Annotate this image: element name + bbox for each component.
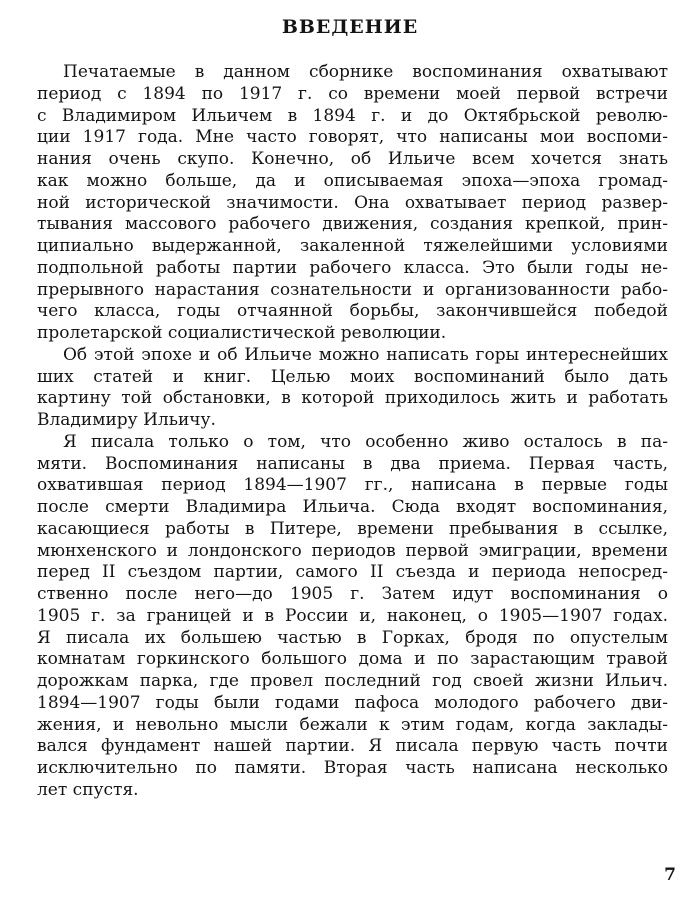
text-line: ших статей и книг. Целью моих воспоминаний было дать <box>37 366 668 387</box>
text-line: с Владимиром Ильичем в 1894 г. и до Октябрьской револю- <box>37 105 668 126</box>
text-line: чего класса, годы отчаянной борьбы, закончившейся победой <box>37 301 668 322</box>
text-line: жения, и невольно мысли бежали к этим годам, когда заклады- <box>37 714 668 735</box>
text-line: Печатаемые в данном сборнике воспоминания охватывают <box>63 62 668 82</box>
text-line: ципиально выдержанной, закаленной тяжелейшими условиями <box>37 236 668 256</box>
text-line: ственно после него—до 1905 г. Затем идут воспоминания о <box>37 584 668 604</box>
text-line: ции 1917 года. Мне часто говорят, что написаны мои воспоми- <box>37 127 668 148</box>
text-line: 1894—1907 годы были годами пафоса молодого рабочего дви- <box>37 692 668 713</box>
text-line: мюнхенского и лондонского периодов первой эмиграции, времени <box>37 540 668 561</box>
text-line: исключительно по памяти. Вторая часть написана несколько <box>37 758 668 778</box>
text-line: Об этой эпохе и об Ильиче можно написать горы интереснейших <box>63 344 668 365</box>
text-line: охватившая период 1894—1907 гг., написана в первые годы <box>37 475 668 496</box>
text-line: касающиеся работы в Питере, времени пребывания в ссылке, <box>37 518 668 539</box>
body-text <box>37 62 668 802</box>
text-line: лет спустя. <box>37 779 139 800</box>
text-line: ной исторической значимости. Она охватывает период развер- <box>37 192 668 213</box>
text-line: после смерти Владимира Ильича. Сюда входят воспоминания, <box>37 497 668 517</box>
text-line: прерывного нарастания сознательности и организованности рабо- <box>37 279 668 300</box>
text-line: период с 1894 по 1917 г. со времени моей первой встречи <box>37 83 668 104</box>
text-line: тывания массового рабочего движения, создания крепкой, прин- <box>37 214 668 235</box>
text-line: картину той обстановки, в которой приходилось жить и работать <box>37 388 668 409</box>
text-line: Я писала только о том, что особенно живо осталось в па- <box>63 431 668 452</box>
text-line: вался фундамент нашей партии. Я писала первую часть почти <box>37 736 668 757</box>
page-title: ВВЕДЕНИЕ <box>281 16 419 38</box>
text-line: нания очень скупо. Конечно, об Ильиче всем хочется знать <box>37 149 668 169</box>
text-line: 1905 г. за границей и в России и, наконец, о 1905—1907 годах. <box>37 605 668 626</box>
text-line: мяти. Воспоминания написаны в два приема. Первая часть, <box>37 453 668 474</box>
page-number: 7 <box>664 865 676 885</box>
text-line: Владимиру Ильичу. <box>37 410 216 430</box>
text-line: подпольной работы партии рабочего класса. Это были годы не- <box>37 257 668 278</box>
text-line: пролетарской социалистической революции. <box>37 323 447 343</box>
text-line: как можно больше, да и описываемая эпоха—эпоха громад- <box>37 170 668 191</box>
text-line: дорожкам парка, где провел последний год своей жизни Ильич. <box>37 671 668 691</box>
text-line: Я писала их большею частью в Горках, бродя по опустелым <box>37 627 668 648</box>
text-line: перед II съездом партии, самого II съезда и периода непосред- <box>37 562 668 583</box>
text-line: комнатам горкинского большого дома и по зарастающим травой <box>37 649 668 670</box>
